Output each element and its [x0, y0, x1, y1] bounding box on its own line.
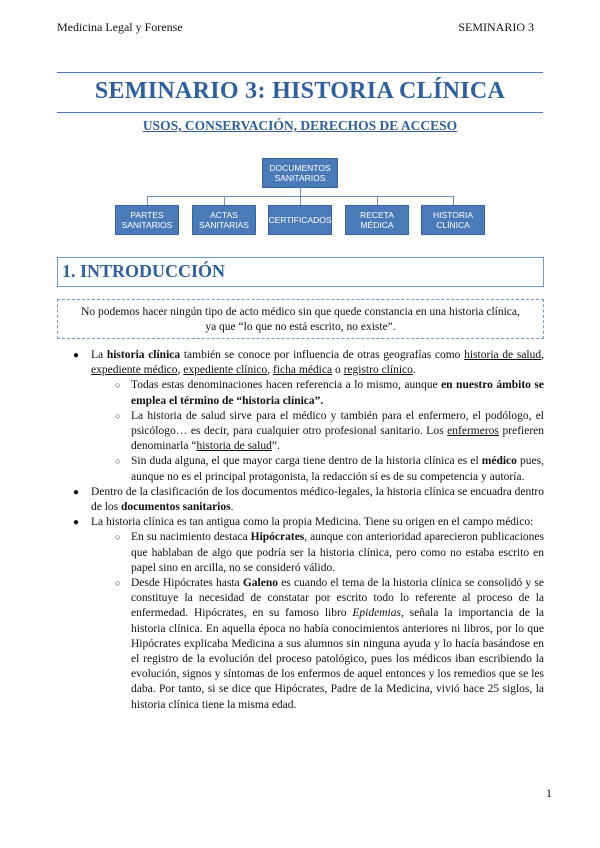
- diagram-connector: [300, 188, 301, 196]
- diagram-root-node: DOCUMENTOS SANITARIOS: [262, 158, 338, 188]
- quote-line-1: No podemos hacer ningún tipo de acto médico sin que quede constancia en una historia clínica,: [81, 306, 520, 318]
- diagram-connector: [453, 196, 454, 205]
- list-item: ○ Desde Hipócrates hasta Galeno es cuando el tema de la historia clínica se consolidó y se constituye la necesidad de constatar por escrito todo lo referente al proceso de la enfermedad. Hipócrates, en su famoso libro Epidemias, señala la importancia de la historia clínica. En aquella época no había conocimientos anteriores ni libros, por lo que Hipócrates explicaba Medicina a sus alumnos sin ninguna ayuda y lo hacía basándose en el registro de la evolución del proceso patológico, pues los médicos iban escribiendo la evolución, signos y síntomas de los enfermos de aquel entonces y los remedios que se les daba. Por tanto, si se dice que Hipócrates, Padre de la Medicina, vivió hace 25 siglos, la historia clínica tiene la misma edad.: [115, 577, 544, 711]
- list-item: ○ Todas estas denominaciones hacen referencia a lo mismo, aunque en nuestro ámbito se emplea el término de “historia clínica”.: [115, 379, 544, 407]
- highlight-quote: [57, 299, 544, 339]
- diagram-connector: [377, 196, 378, 205]
- list-item: ● Dentro de la clasificación de los documentos médico-legales, la historia clínica se encuadra dentro de los documentos sanitarios.: [73, 485, 544, 514]
- body-text: [57, 348, 544, 713]
- page-title: SEMINARIO 3: HISTORIA CLÍNICA: [94, 78, 506, 104]
- list-item: ○ Sin duda alguna, el que mayor carga tiene dentro de la historia clínica es el médico pues, aunque no es el principal protagonista, la redacción sí es de su competencia y autoría.: [115, 455, 544, 483]
- diagram-node-receta: RECETA MÉDICA: [345, 205, 409, 235]
- section-heading-box: [57, 257, 544, 287]
- diagram-node-historia: HISTORIA CLÍNICA: [421, 205, 485, 235]
- section-title: 1. INTRODUCCIÓN: [62, 261, 226, 281]
- diagram-node-actas: ACTAS SANITARIAS: [192, 205, 256, 235]
- diagram-node-partes: PARTES SANITARIOS: [115, 205, 179, 235]
- title-rule-bottom: [57, 112, 543, 113]
- header-course: Medicina Legal y Forense: [57, 20, 183, 34]
- quote-line-2: ya que “lo que no está escrito, no existe”.: [205, 321, 396, 333]
- list-item: ○ La historia de salud sirve para el médico y también para el enfermero, el podólogo, el psicólogo… es decir, para cualquier otro profesional sanitario. Los enfermeros prefieren denominarla “historia de salud”.: [115, 409, 545, 453]
- diagram-node-certificados: CERTIFICADOS: [268, 205, 332, 235]
- diagram-connector: [147, 196, 148, 205]
- header-seminar: SEMINARIO 3: [458, 20, 534, 34]
- page-subtitle: USOS, CONSERVACIÓN, DERECHOS DE ACCESO: [142, 118, 458, 133]
- diagram-connector: [300, 196, 301, 205]
- list-item: ● La historia clínica también se conoce por influencia de otras geografías como historia de salud, expediente médico, expediente clínico, ficha médica o registro clínico.: [73, 349, 544, 377]
- diagram-connector: [224, 196, 225, 205]
- title-rule-top: [57, 72, 543, 73]
- list-item: ○ En su nacimiento destaca Hipócrates, aunque con anterioridad aparecieron publicaciones que hablaban de algo que podría ser la historia clínica, pero como no estaba escrito en papel sino en arcilla, no se consideró válido.: [115, 531, 544, 574]
- page-number: 1: [546, 786, 552, 800]
- list-item: ● La historia clínica es tan antigua como la propia Medicina. Tiene su origen en el campo médico:: [73, 516, 534, 529]
